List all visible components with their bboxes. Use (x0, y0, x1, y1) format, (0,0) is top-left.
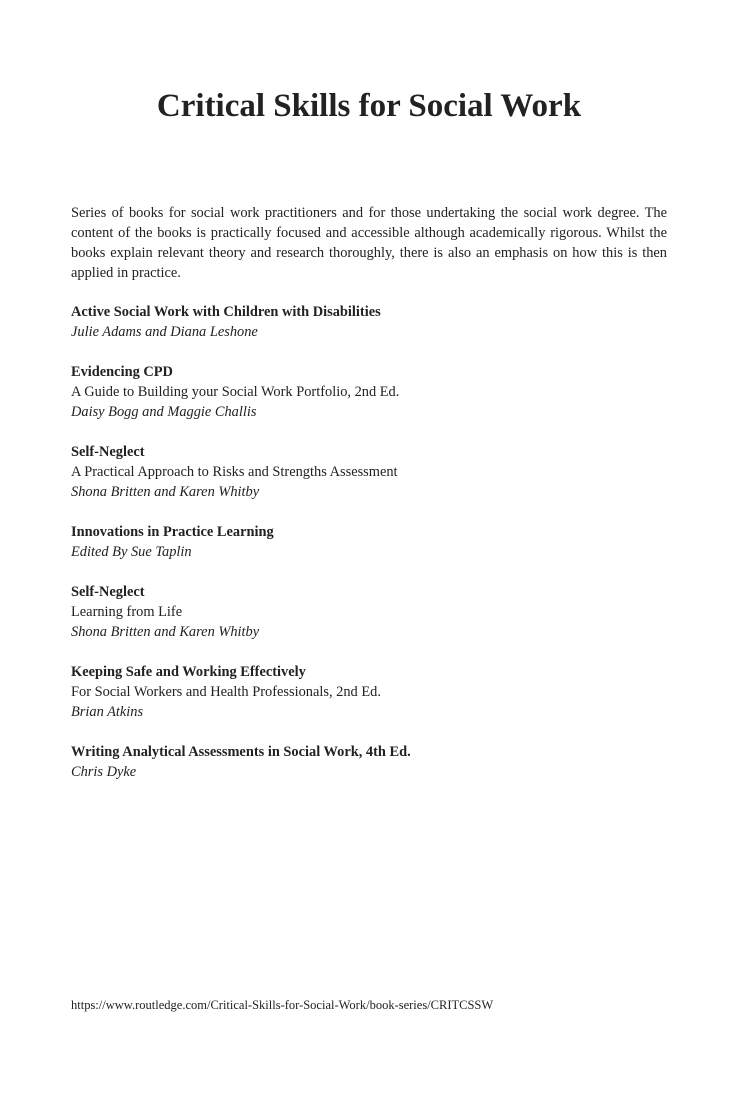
series-description: Series of books for social work practitioners and for those undertaking the social work degree. The content of the books is practically focused and accessible although academically rigorous. Whilst the books explain relevant theory and research thoroughly, there is also an emphasis on how this is then applied in practice. (71, 205, 667, 281)
book-entry (71, 522, 667, 562)
book-authors: Julie Adams and Diana Leshone (71, 324, 258, 340)
book-authors: Brian Atkins (71, 704, 144, 720)
book-authors: Shona Britten and Karen Whitby (71, 484, 260, 500)
book-authors: Chris Dyke (71, 764, 137, 780)
book-authors: Edited By Sue Taplin (71, 544, 192, 560)
book-entry (71, 442, 667, 502)
book-subtitle: A Practical Approach to Risks and Strengths Assessment (71, 464, 398, 480)
book-entry (71, 582, 667, 642)
book-authors: Shona Britten and Karen Whitby (71, 624, 260, 640)
book-authors: Daisy Bogg and Maggie Challis (71, 404, 257, 420)
book-title: Evidencing CPD (71, 364, 173, 380)
book-title: Self-Neglect (71, 444, 145, 460)
series-url: https://www.routledge.com/Critical-Skills-for-Social-Work/book-series/CRITCSSW (71, 998, 494, 1012)
book-title: Writing Analytical Assessments in Social Work, 4th Ed. (71, 744, 411, 760)
book-list (71, 302, 667, 802)
book-title: Self-Neglect (71, 584, 145, 600)
book-subtitle: A Guide to Building your Social Work Portfolio, 2nd Ed. (71, 384, 400, 400)
book-entry (71, 362, 667, 422)
book-entry (71, 662, 667, 722)
book-subtitle: For Social Workers and Health Professionals, 2nd Ed. (71, 684, 381, 700)
book-title: Keeping Safe and Working Effectively (71, 664, 306, 680)
page-title: Critical Skills for Social Work (156, 88, 582, 124)
book-entry (71, 742, 667, 782)
book-entry (71, 302, 667, 342)
book-title: Innovations in Practice Learning (71, 524, 274, 540)
book-title: Active Social Work with Children with Disabilities (71, 304, 381, 320)
book-subtitle: Learning from Life (71, 604, 183, 620)
